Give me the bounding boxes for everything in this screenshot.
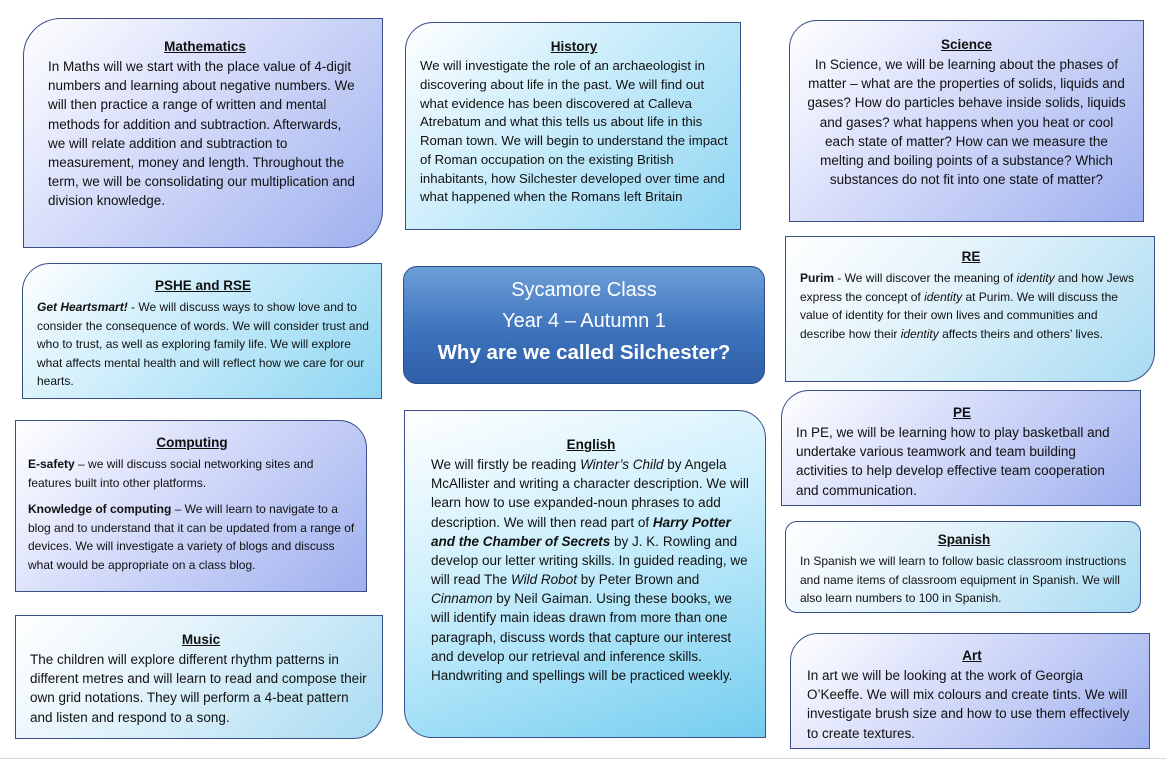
computing-esafety xyxy=(28,455,356,492)
pe-box xyxy=(781,390,1141,506)
re-lead: Purim xyxy=(800,270,835,285)
history-heading: History xyxy=(550,39,598,54)
pshe-body: - We will discuss ways to show love and to consider the consequence of words. We will consider trust and who to trust, as well as exploring family life. We will explore what affects mental health and will reflect how we care for our hearts. xyxy=(37,299,369,389)
english-text-part: by J. K. Rowling and develop our letter writing skills. In guided reading, we will read The xyxy=(431,533,748,588)
english-heading: English xyxy=(566,437,616,452)
english-text-part: We will firstly be reading xyxy=(431,457,581,473)
class-term: Year 4 – Autumn 1 xyxy=(502,310,666,332)
computing-esafety-lead: E-safety xyxy=(28,456,75,471)
pshe-text xyxy=(37,298,369,391)
spanish-heading: Spanish xyxy=(937,532,991,547)
english-box xyxy=(404,410,766,738)
science-heading: Science xyxy=(940,37,993,52)
spanish-box xyxy=(785,521,1141,613)
music-box xyxy=(15,615,383,739)
re-italic: identity xyxy=(924,289,963,304)
re-italic: identity xyxy=(900,326,939,341)
history-box xyxy=(405,22,741,230)
science-box xyxy=(789,20,1144,222)
maths-heading: Mathematics xyxy=(164,39,246,54)
computing-knowledge xyxy=(28,500,356,574)
computing-knowledge-text: – We will learn to navigate to a blog and to understand that it can be updated from a range of devices. We will investigate a variety of blogs and discuss what would be appropriate on a class blog. xyxy=(28,502,355,572)
book-title: Harry Potter and the Chamber of Secrets xyxy=(431,514,731,549)
topic-question: Why are we called Silchester? xyxy=(437,341,731,364)
science-text: In Science, we will be learning about the phases of matter – what are the properties of solids, liquids and gases? How do particles behave inside solids, liquids and gases? what happens when you heat or cool each state of matter? How can we measure the melting and boiling points of a substance? Which substances do not fit into one state of matter? xyxy=(807,57,1126,188)
page-divider xyxy=(0,758,1166,759)
maths-box xyxy=(23,18,383,248)
pshe-heading: PSHE and RSE xyxy=(154,278,252,293)
computing-heading: Computing xyxy=(156,435,228,450)
art-text: In art we will be looking at the work of Georgia O’Keeffe. We will mix colours and create tints. We will investigate brush size and how to use them effectively to create textures. xyxy=(807,668,1130,741)
re-heading: RE xyxy=(961,249,981,264)
computing-esafety-text: – we will discuss social networking sites and features built into other platforms. xyxy=(28,456,314,490)
music-heading: Music xyxy=(181,632,221,647)
class-name: Sycamore Class xyxy=(511,279,657,301)
music-text: The children will explore different rhythm patterns in different metres and will learn to read and compose their own grid notations. They will perform a 4-beat pattern and listen and respond to a song. xyxy=(30,652,367,725)
re-text xyxy=(800,269,1142,343)
pshe-lead: Get Heartsmart! xyxy=(37,299,128,314)
spanish-text: In Spanish we will learn to follow basic classroom instructions and name items of classroom equipment in Spanish. We will also learn numbers to 100 in Spanish. xyxy=(800,553,1127,606)
art-box xyxy=(790,633,1150,749)
english-text-part: by Neil Gaiman. Using these books, we will identify main ideas drawn from more than one paragraph, discuss words that capture our interest and develop our retrieval and inference skills. Handwriting and spellings will be practiced weekly. xyxy=(431,591,733,683)
pshe-box xyxy=(22,263,382,399)
re-box xyxy=(785,236,1155,382)
book-title: Winter’s Child xyxy=(580,457,664,473)
book-title: Wild Robot xyxy=(511,572,577,588)
pe-text: In PE, we will be learning how to play basketball and undertake various teamwork and team building activities to help develop effective team cooperation and communication. xyxy=(796,425,1110,498)
book-title: Cinnamon xyxy=(431,591,493,607)
computing-box xyxy=(15,420,367,592)
re-text-part: affects theirs and others’ lives. xyxy=(938,326,1103,341)
class-title-box xyxy=(403,266,765,384)
computing-knowledge-lead: Knowledge of computing xyxy=(28,502,172,517)
history-text: We will investigate the role of an archaeologist in discovering about life in the past. We will find out what evidence has been discovered at Calleva Atrebatum and what this tells us about life in this Roman town. We will begin to understand the impact of Roman occupation on the existing British inhabitants, how Silchester developed over time and what happened when the Romans left Britain xyxy=(420,58,728,205)
art-heading: Art xyxy=(962,648,982,663)
pe-heading: PE xyxy=(952,405,971,420)
re-italic: identity xyxy=(1016,270,1055,285)
english-text-part: by Peter Brown and xyxy=(576,572,700,588)
english-text-part: by Angela McAllister and writing a character description. We will learn how to use expanded-noun phrases to add description. We will then read part of xyxy=(431,457,749,530)
maths-text: In Maths will we start with the place value of 4-digit numbers and learning about negative numbers. We will then practice a range of written and mental methods for addition and subtraction. Afterwards, we will relate addition and subtraction to measurement, money and length. Throughout the term, we will be consolidating our multiplication and division knowledge. xyxy=(48,59,355,209)
re-text-part: at Purim. We will discuss the value of identity for their own lives and communities and describe how their xyxy=(800,289,1118,341)
english-text xyxy=(431,455,751,685)
re-text-part: - We will discover the meaning of xyxy=(834,270,1017,285)
re-text-part: and how Jews express the concept of xyxy=(800,270,1134,304)
